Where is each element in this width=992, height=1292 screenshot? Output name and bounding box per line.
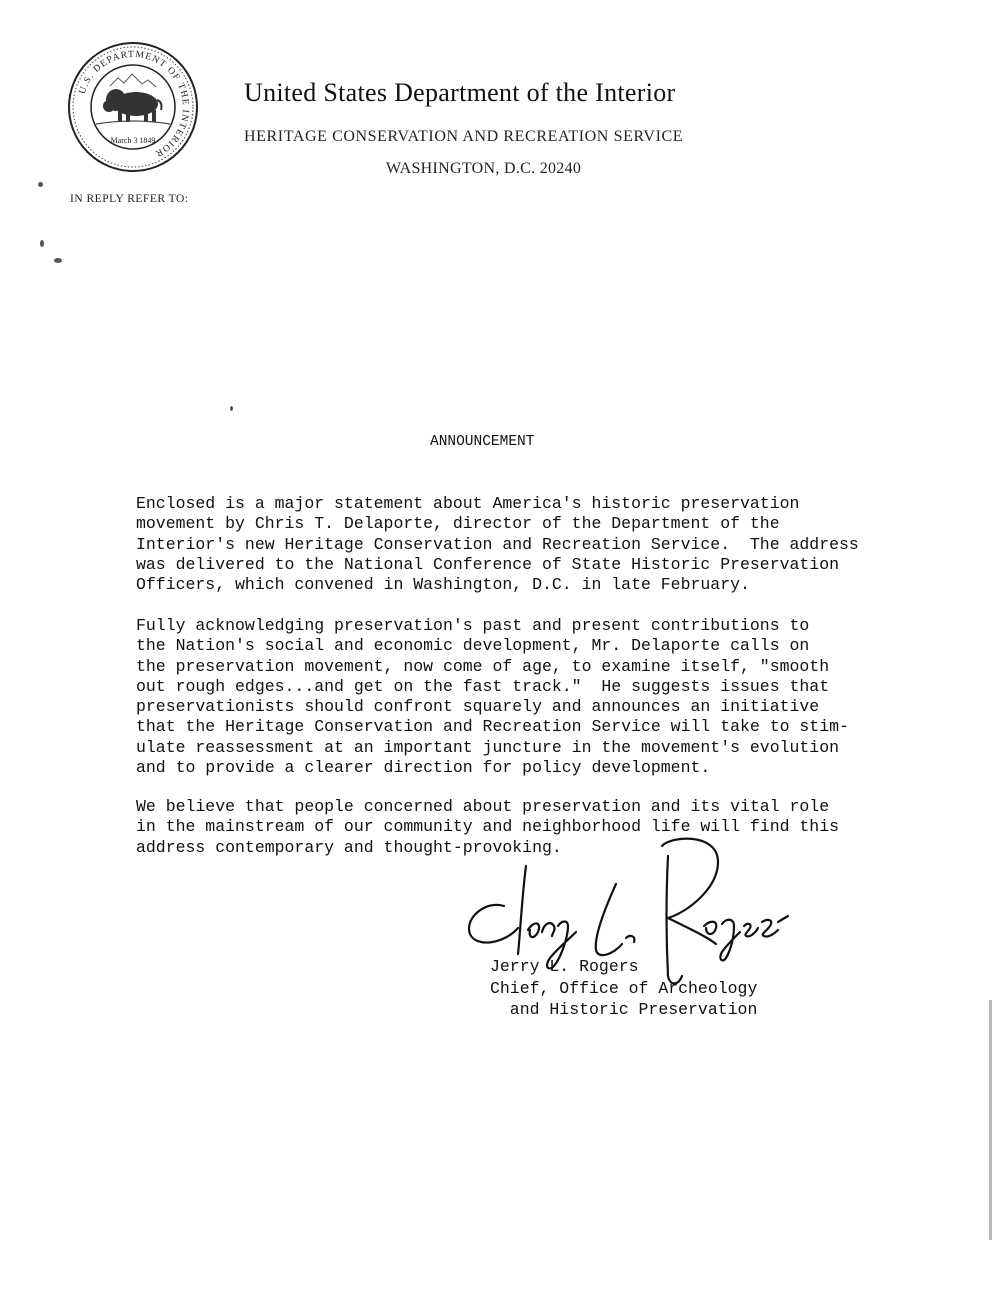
signature-block xyxy=(490,956,757,1021)
text-line: movement by Chris T. Delaporte, director of the Department of the xyxy=(136,514,780,534)
signer-name: Jerry L. Rogers xyxy=(490,957,639,976)
text-line: Enclosed is a major statement about America's historic preservation xyxy=(136,494,800,513)
text-line: ulate reassessment at an important juncture in the movement's evolution xyxy=(136,737,840,757)
letterhead-service: HERITAGE CONSERVATION AND RECREATION SERVICE xyxy=(244,128,684,145)
text-line: and to provide a clearer direction for policy development. xyxy=(136,758,711,778)
reply-refer-label: IN REPLY REFER TO: xyxy=(70,193,189,205)
scan-speck xyxy=(40,240,44,247)
paragraph-2 xyxy=(136,616,896,778)
text-line: Fully acknowledging preservation's past and present contributions to xyxy=(136,616,810,635)
text-line: the Nation's social and economic development, Mr. Delaporte calls on xyxy=(136,636,810,656)
text-line: Officers, which convened in Washington, D.C. in late February. xyxy=(136,575,750,595)
text-line: was delivered to the National Conference of State Historic Preservation xyxy=(136,554,840,574)
text-line: out rough edges...and get on the fast track." He suggests issues that xyxy=(136,676,830,696)
signer-title-line-2: and Historic Preservation xyxy=(490,1000,758,1019)
announcement-heading: ANNOUNCEMENT xyxy=(430,434,535,450)
seal-text: U.S. DEPARTMENT OF THE INTERIOR xyxy=(77,49,191,159)
scan-speck xyxy=(54,258,62,263)
scan-speck xyxy=(38,182,43,187)
text-line: We believe that people concerned about preservation and its vital role xyxy=(136,797,830,816)
signer-title-line-1: Chief, Office of Archeology xyxy=(490,978,758,998)
department-seal-icon xyxy=(66,40,200,174)
scan-speck xyxy=(230,406,233,411)
text-line: preservationists should confront squarely and announces an initiative xyxy=(136,697,820,717)
text-line: the preservation movement, now come of age, to examine itself, "smooth xyxy=(136,656,830,676)
text-line: Interior's new Heritage Conservation and Recreation Service. The address xyxy=(136,534,859,554)
letterhead-title: United States Department of the Interior xyxy=(244,78,676,107)
letterhead-address: WASHINGTON, D.C. 20240 xyxy=(386,160,582,177)
text-line: that the Heritage Conservation and Recreation Service will take to stim- xyxy=(136,717,849,737)
seal-date: March 3 1849 xyxy=(110,136,156,145)
text-line: address contemporary and thought-provoking. xyxy=(136,837,562,857)
paragraph-1 xyxy=(136,494,896,595)
text-line: in the mainstream of our community and neighborhood life will find this xyxy=(136,817,840,837)
